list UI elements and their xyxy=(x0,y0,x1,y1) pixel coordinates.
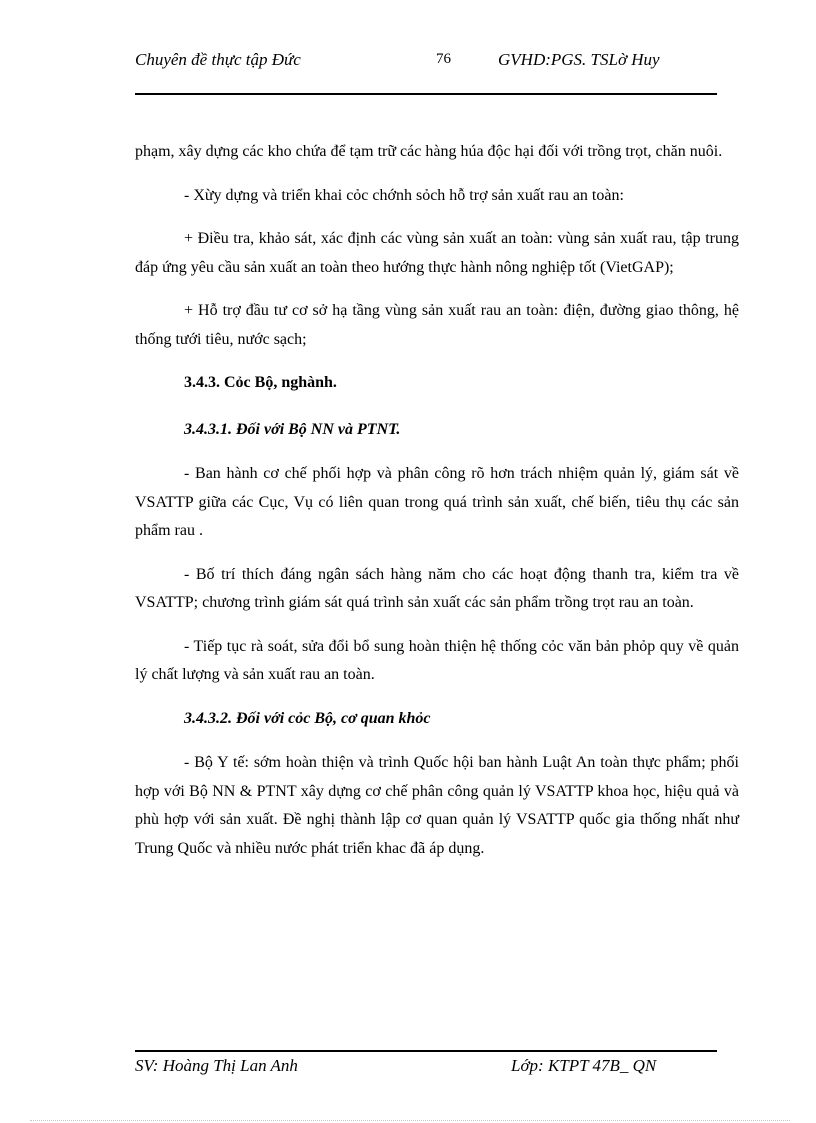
footer-student: SV: Hoàng Thị Lan Anh xyxy=(135,1056,298,1075)
paragraph: - Bố trí thích đáng ngân sách hàng năm cho các hoạt động thanh tra, kiểm tra về VSATTP; chương trình giám sát quá trình sản xuất các sản phẩm trồng trọt rau an toàn. xyxy=(135,565,739,611)
header-course-title: Chuyên đề thực tập Đức xyxy=(135,50,301,69)
page-bottom-dotted-line xyxy=(30,1120,790,1121)
subsection-heading-3-4-3-1: 3.4.3.1. Đối với Bộ NN và PTNT. xyxy=(184,420,401,438)
paragraph: - Bộ Y tế: sớm hoàn thiện và trình Quốc hội ban hành Luật An toàn thực phẩm; phối hợp với Bộ NN & PTNT xây dựng cơ chế phân công quản lý VSATTP khoa học, hiệu quả và phù hợp với sản xuất. Đề nghị thành lập cơ quan quản lý VSATTP quốc gia thống nhất như Trung Quốc và nhiều nước phát triển khac đã áp dụng. xyxy=(135,754,739,857)
page-number: 76 xyxy=(436,51,451,67)
paragraph: - Ban hành cơ chế phối hợp và phân công rõ hơn trách nhiệm quản lý, giám sát về VSATTP giữa các Cục, Vụ có liên quan trong quá trình sản xuất, chế biến, tiêu thụ các sản phẩm rau . xyxy=(135,465,739,539)
section-heading-3-4-3: 3.4.3. Cỏc Bộ, nghành. xyxy=(184,374,337,391)
footer-divider xyxy=(135,1050,717,1052)
paragraph: phạm, xây dựng các kho chứa để tạm trữ các hàng húa độc hại đối với trồng trọt, chăn nuôi. xyxy=(135,143,723,160)
paragraph: + Hỗ trợ đầu tư cơ sở hạ tầng vùng sản xuất rau an toàn: điện, đường giao thông, hệ thống tưới tiêu, nước sạch; xyxy=(135,302,739,348)
header-supervisor: GVHD:PGS. TSLờ Huy xyxy=(498,50,660,69)
paragraph: - Tiếp tục rà soát, sửa đổi bổ sung hoàn thiện hệ thống cỏc văn bản phỏp quy về quản lý chất lượng và sản xuất rau an toàn. xyxy=(135,637,739,683)
footer-class: Lớp: KTPT 47B_ QN xyxy=(511,1056,657,1075)
header-divider xyxy=(135,93,717,95)
subsection-heading-3-4-3-2: 3.4.3.2. Đối với cỏc Bộ, cơ quan khỏc xyxy=(184,709,431,727)
document-body xyxy=(135,138,739,878)
paragraph: - Xừy dựng và triển khai cỏc chớnh sỏch hỗ trợ sản xuất rau an toàn: xyxy=(184,186,624,204)
paragraph: + Điều tra, khảo sát, xác định các vùng sản xuất an toàn: vùng sản xuất rau, tập trung đáp ứng yêu cầu sản xuất an toàn theo hướng thực hành nông nghiệp tốt (VietGAP); xyxy=(135,230,739,276)
